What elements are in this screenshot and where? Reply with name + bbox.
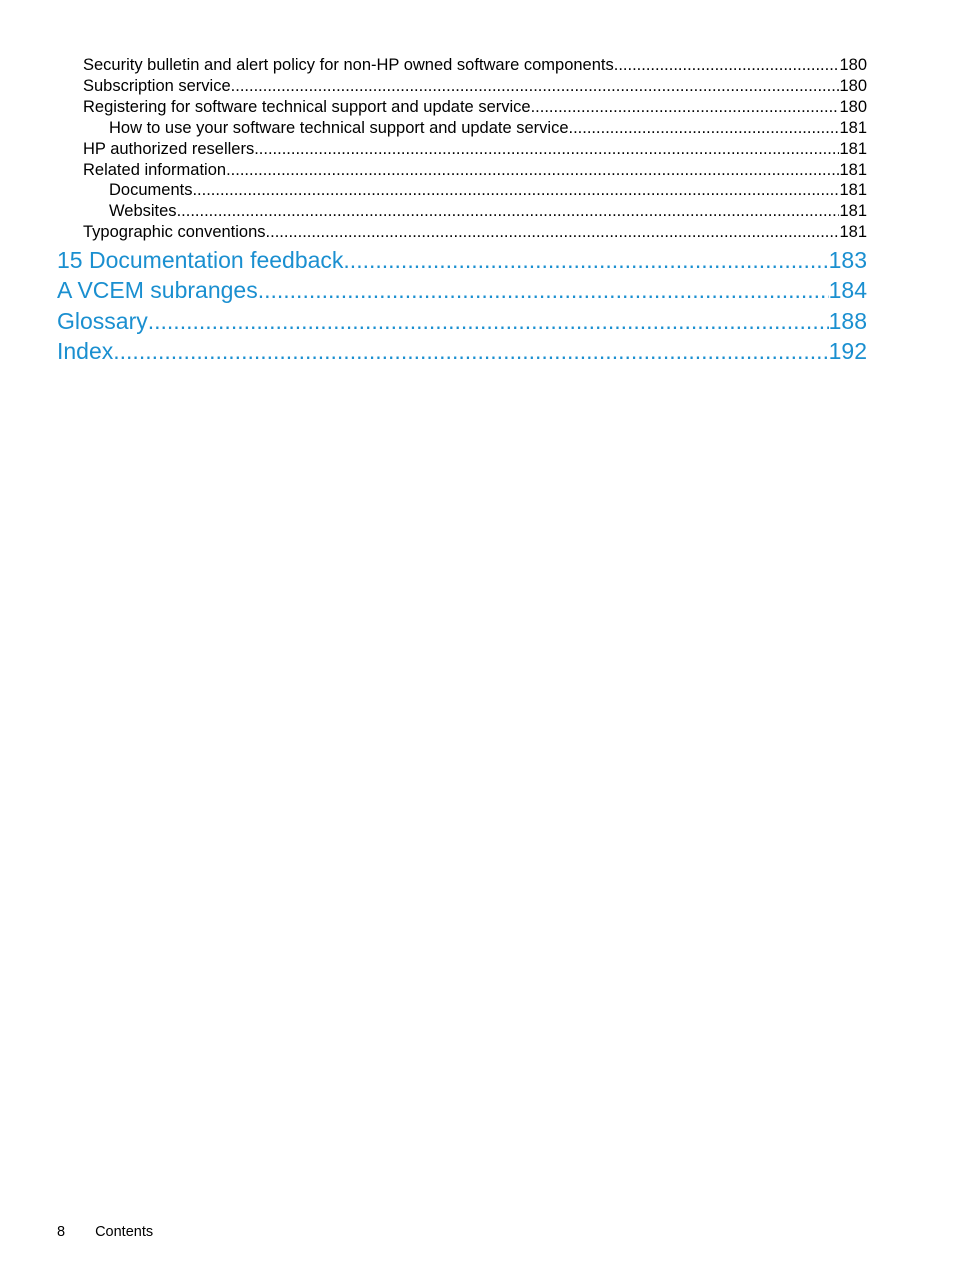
toc-entry-title: HP authorized resellers xyxy=(83,140,255,158)
dot-leader xyxy=(231,76,840,97)
toc-entry-typographic-conventions[interactable] xyxy=(83,222,867,243)
toc-chapter-title: Glossary xyxy=(57,308,148,334)
dot-leader xyxy=(531,97,840,118)
dot-leader xyxy=(258,275,829,305)
footer-section-title: Contents xyxy=(95,1224,154,1240)
toc-entry-security-bulletin[interactable] xyxy=(83,55,867,76)
dot-leader xyxy=(614,55,840,76)
toc-entry-title: Documents xyxy=(109,181,193,199)
toc-entry-subscription-service[interactable] xyxy=(83,76,867,97)
toc-entry-title: Security bulletin and alert policy for non-HP owned software components xyxy=(83,56,614,74)
toc-chapter-title: Index xyxy=(57,338,114,364)
toc-chapter-documentation-feedback[interactable] xyxy=(57,245,867,275)
toc-chapter-page: 183 xyxy=(828,247,867,273)
toc-entry-page: 181 xyxy=(839,119,867,137)
toc-entry-page: 180 xyxy=(839,56,867,74)
toc-entry-title: Websites xyxy=(109,202,177,220)
toc-entry-how-to-use-support[interactable] xyxy=(109,118,867,139)
toc-entry-title: Registering for software technical support and update service xyxy=(83,98,531,116)
footer-page-number: 8 xyxy=(57,1224,66,1240)
toc-entry-related-information[interactable] xyxy=(83,160,867,181)
dot-leader xyxy=(254,139,839,160)
toc-chapter-page: 192 xyxy=(828,338,867,364)
toc-chapter-vcem-subranges[interactable] xyxy=(57,275,867,305)
dot-leader xyxy=(148,306,829,336)
toc-chapter-index[interactable] xyxy=(57,336,867,366)
toc-entry-page: 181 xyxy=(839,140,867,158)
toc-entry-page: 180 xyxy=(839,98,867,116)
toc-entry-websites[interactable] xyxy=(109,201,867,222)
page-footer xyxy=(57,1222,153,1242)
dot-leader xyxy=(569,118,840,139)
dot-leader xyxy=(266,222,840,243)
toc-entry-title: How to use your software technical support and update service xyxy=(109,119,569,137)
toc-entry-title: Related information xyxy=(83,161,227,179)
toc-entry-hp-authorized-resellers[interactable] xyxy=(83,139,867,160)
dot-leader xyxy=(113,336,828,366)
toc-entry-documents[interactable] xyxy=(109,180,867,201)
toc-chapter-title: 15 Documentation feedback xyxy=(57,247,344,273)
toc-entry-title: Subscription service xyxy=(83,77,231,95)
toc-chapter-glossary[interactable] xyxy=(57,306,867,336)
toc-entry-page: 181 xyxy=(839,223,867,241)
toc-entry-page: 181 xyxy=(839,202,867,220)
toc-entry-page: 181 xyxy=(839,161,867,179)
toc-entry-page: 181 xyxy=(839,181,867,199)
toc-chapter-title: A VCEM subranges xyxy=(57,277,258,303)
toc-chapter-page: 188 xyxy=(828,308,867,334)
dot-leader xyxy=(192,180,839,201)
toc-entry-title: Typographic conventions xyxy=(83,223,266,241)
dot-leader xyxy=(226,160,839,181)
toc-entry-page: 180 xyxy=(839,77,867,95)
dot-leader xyxy=(343,245,828,275)
dot-leader xyxy=(177,201,840,222)
toc-chapter-page: 184 xyxy=(828,277,867,303)
toc-entry-registering-support[interactable] xyxy=(83,97,867,118)
